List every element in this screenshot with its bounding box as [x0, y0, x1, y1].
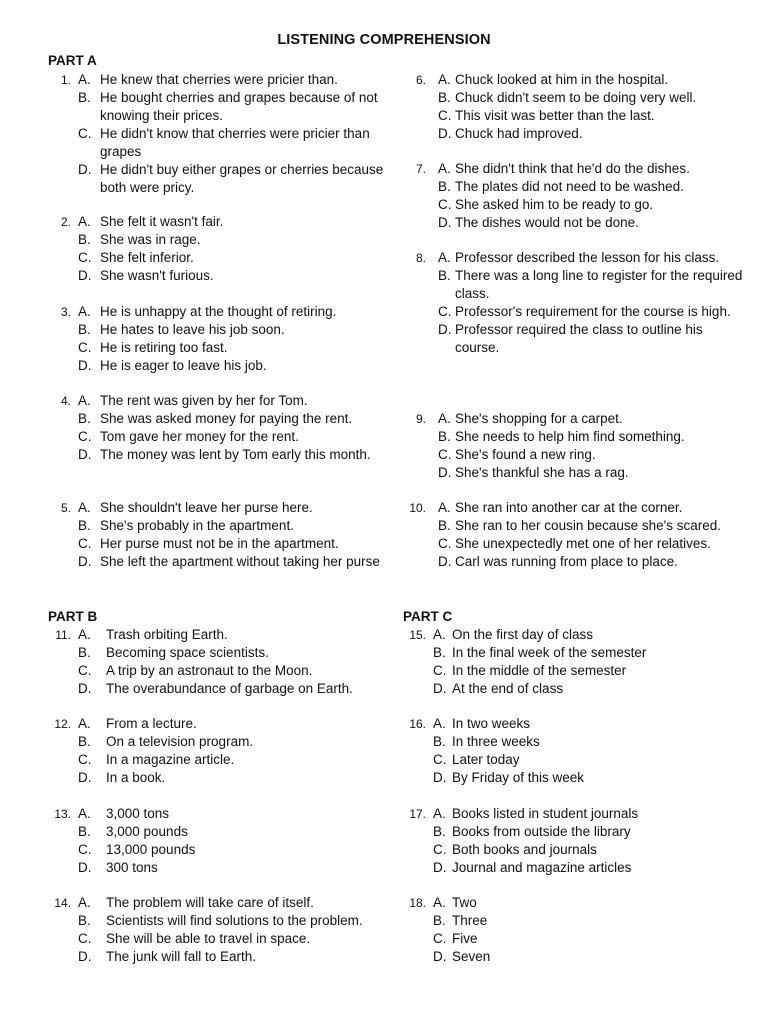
option-letter: D.: [78, 770, 92, 785]
option-letter: B.: [78, 645, 91, 660]
option-letter: C.: [438, 536, 452, 551]
option-text: Three: [452, 913, 488, 928]
option-letter: B.: [78, 322, 91, 337]
option-text: She asked him to be ready to go.: [455, 197, 654, 212]
answer-option: [433, 912, 743, 930]
answer-option: [78, 339, 388, 357]
option-text: Journal and magazine articles: [452, 860, 632, 875]
answer-option: [433, 948, 743, 966]
option-letter: B.: [433, 913, 446, 928]
option-text: Two: [452, 895, 477, 910]
option-letter: C.: [78, 752, 92, 767]
answer-option: [78, 392, 388, 410]
answer-option: [433, 733, 743, 751]
question-number: 3.: [60, 305, 71, 319]
answer-option: [433, 859, 743, 877]
option-letter: C.: [438, 304, 452, 319]
answer-option: [78, 859, 383, 877]
option-letter: B.: [78, 913, 91, 928]
question-number: 11.: [55, 628, 71, 642]
option-text: He didn't buy either grapes or cherries because both were pricy.: [100, 162, 384, 195]
question-number: 2.: [60, 215, 71, 229]
option-letter: C.: [78, 340, 92, 355]
option-text: She left the apartment without taking her purse: [100, 554, 380, 569]
option-text: At the end of class: [452, 681, 564, 696]
option-text: 3,000 pounds: [106, 824, 188, 839]
option-text: He hates to leave his job soon.: [100, 322, 285, 337]
part-a-heading: PART A: [48, 53, 97, 68]
option-letter: A.: [78, 304, 91, 319]
option-letter: D.: [78, 681, 92, 696]
option-text: Becoming space scientists.: [106, 645, 269, 660]
option-letter: C.: [78, 931, 92, 946]
answer-option: [433, 769, 743, 787]
option-letter: A.: [438, 411, 451, 426]
answer-option: [78, 823, 383, 841]
answer-options: [78, 303, 388, 375]
answer-option: [78, 662, 383, 680]
option-letter: B.: [433, 734, 446, 749]
option-letter: C.: [433, 663, 447, 678]
option-letter: A.: [78, 72, 91, 87]
answer-option: [438, 464, 743, 482]
option-text: Professor described the lesson for his class.: [455, 250, 720, 265]
answer-option: [438, 267, 743, 303]
answer-option: [78, 89, 388, 125]
answer-option: [438, 535, 743, 553]
question-number: 8.: [415, 251, 426, 265]
option-letter: A.: [433, 806, 446, 821]
option-text: Later today: [452, 752, 520, 767]
answer-option: [438, 321, 743, 357]
answer-option: [438, 196, 743, 214]
answer-options: [78, 894, 383, 966]
answer-option: [433, 823, 743, 841]
page-title: LISTENING COMPREHENSION: [277, 32, 491, 48]
option-text: In a magazine article.: [106, 752, 235, 767]
part-b-heading: PART B: [48, 609, 98, 624]
option-letter: B.: [438, 429, 451, 444]
answer-option: [78, 769, 383, 787]
option-text: The rent was given by her for Tom.: [100, 393, 308, 408]
answer-option: [78, 161, 388, 197]
answer-option: [433, 841, 743, 859]
option-letter: D.: [78, 860, 92, 875]
option-letter: C.: [438, 108, 452, 123]
answer-option: [438, 446, 743, 464]
option-letter: B.: [433, 824, 446, 839]
option-text: He is unhappy at the thought of retiring.: [100, 304, 337, 319]
answer-option: [438, 410, 743, 428]
option-letter: B.: [78, 232, 91, 247]
answer-option: [78, 446, 388, 464]
option-letter: C.: [78, 663, 92, 678]
option-text: She unexpectedly met one of her relatives.: [455, 536, 711, 551]
option-text: From a lecture.: [106, 716, 197, 731]
option-text: In a book.: [106, 770, 166, 785]
option-letter: C.: [78, 126, 92, 141]
answer-options: [78, 499, 388, 571]
option-text: The dishes would not be done.: [455, 215, 639, 230]
option-text: He didn't know that cherries were pricier than grapes: [100, 126, 370, 159]
question-number: 12.: [54, 717, 71, 731]
question-number: 7.: [415, 162, 426, 176]
option-letter: A.: [78, 627, 91, 642]
answer-option: [78, 751, 383, 769]
option-text: The money was lent by Tom early this month.: [100, 447, 371, 462]
option-letter: A.: [438, 72, 451, 87]
answer-options: [78, 213, 388, 285]
answer-option: [433, 751, 743, 769]
answer-option: [78, 231, 388, 249]
answer-option: [433, 680, 743, 698]
answer-option: [78, 499, 388, 517]
option-letter: D.: [78, 949, 92, 964]
question-number: 17.: [409, 807, 426, 821]
question-number: 6.: [415, 73, 426, 87]
answer-options: [433, 805, 743, 877]
option-text: Trash orbiting Earth.: [106, 627, 228, 642]
option-letter: B.: [438, 179, 451, 194]
option-text: She felt inferior.: [100, 250, 194, 265]
option-letter: B.: [78, 734, 91, 749]
answer-option: [78, 303, 388, 321]
answer-option: [78, 715, 383, 733]
question-number: 1.: [60, 73, 71, 87]
answer-option: [78, 912, 383, 930]
answer-option: [78, 553, 388, 571]
answer-option: [78, 733, 383, 751]
question-number: 13.: [54, 807, 71, 821]
answer-option: [438, 89, 743, 107]
option-letter: C.: [78, 429, 92, 444]
answer-options: [78, 71, 388, 197]
answer-options: [78, 715, 383, 787]
option-letter: D.: [438, 215, 452, 230]
option-text: This visit was better than the last.: [455, 108, 655, 123]
answer-option: [433, 805, 743, 823]
option-text: In the middle of the semester: [452, 663, 627, 678]
option-text: He knew that cherries were pricier than.: [100, 72, 338, 87]
answer-options: [438, 71, 743, 143]
option-text: A trip by an astronaut to the Moon.: [106, 663, 313, 678]
answer-option: [433, 894, 743, 912]
option-text: He is retiring too fast.: [100, 340, 228, 355]
question-number: 15.: [409, 628, 426, 642]
option-letter: D.: [78, 447, 92, 462]
option-text: She didn't think that he'd do the dishes.: [455, 161, 690, 176]
option-text: 300 tons: [106, 860, 158, 875]
question-number: 10.: [409, 501, 426, 515]
option-text: 3,000 tons: [106, 806, 170, 821]
answer-option: [438, 517, 743, 535]
option-letter: C.: [433, 931, 447, 946]
answer-option: [433, 930, 743, 948]
option-text: Professor's requirement for the course is high.: [455, 304, 731, 319]
answer-option: [438, 178, 743, 196]
answer-option: [78, 267, 388, 285]
answer-options: [78, 392, 388, 464]
option-letter: A.: [438, 500, 451, 515]
option-text: Seven: [452, 949, 491, 964]
option-text: Scientists will find solutions to the problem.: [106, 913, 363, 928]
option-text: The junk will fall to Earth.: [106, 949, 257, 964]
answer-option: [78, 125, 388, 161]
answer-option: [438, 160, 743, 178]
option-letter: C.: [78, 536, 92, 551]
answer-option: [78, 841, 383, 859]
option-text: The problem will take care of itself.: [106, 895, 314, 910]
answer-option: [78, 71, 388, 89]
option-text: He is eager to leave his job.: [100, 358, 267, 373]
option-text: On a television program.: [106, 734, 254, 749]
option-letter: D.: [438, 465, 452, 480]
answer-options: [433, 715, 743, 787]
option-text: Tom gave her money for the rent.: [100, 429, 299, 444]
answer-option: [433, 662, 743, 680]
option-letter: B.: [438, 268, 451, 283]
answer-option: [78, 321, 388, 339]
answer-option: [438, 553, 743, 571]
answer-option: [438, 303, 743, 321]
option-letter: A.: [78, 214, 91, 229]
option-text: She felt it wasn't fair.: [100, 214, 224, 229]
option-text: She's thankful she has a rag.: [455, 465, 629, 480]
option-text: She ran to her cousin because she's scared.: [455, 518, 721, 533]
question-number: 4.: [60, 394, 71, 408]
option-text: In two weeks: [452, 716, 531, 731]
option-text: She's probably in the apartment.: [100, 518, 294, 533]
answer-option: [78, 213, 388, 231]
option-text: 13,000 pounds: [106, 842, 196, 857]
option-letter: D.: [78, 358, 92, 373]
option-letter: D.: [78, 554, 92, 569]
option-letter: D.: [438, 126, 452, 141]
answer-option: [433, 626, 743, 644]
option-letter: A.: [433, 895, 446, 910]
option-letter: D.: [433, 860, 447, 875]
answer-option: [78, 680, 383, 698]
option-text: She was in rage.: [100, 232, 201, 247]
option-letter: D.: [433, 770, 447, 785]
option-letter: D.: [78, 268, 92, 283]
option-letter: B.: [438, 90, 451, 105]
option-text: By Friday of this week: [452, 770, 585, 785]
option-letter: B.: [78, 824, 91, 839]
option-text: She's found a new ring.: [455, 447, 596, 462]
option-text: There was a long line to register for the required class.: [455, 268, 743, 301]
option-letter: C.: [438, 447, 452, 462]
option-letter: A.: [433, 627, 446, 642]
question-number: 16.: [409, 717, 426, 731]
answer-option: [438, 71, 743, 89]
option-letter: D.: [438, 322, 452, 337]
answer-option: [78, 930, 383, 948]
answer-options: [433, 894, 743, 966]
option-text: He bought cherries and grapes because of not knowing their prices.: [100, 90, 378, 123]
answer-option: [438, 214, 743, 232]
answer-option: [438, 499, 743, 517]
option-text: The overabundance of garbage on Earth.: [106, 681, 353, 696]
answer-option: [78, 535, 388, 553]
answer-option: [433, 644, 743, 662]
answer-option: [433, 715, 743, 733]
answer-option: [78, 517, 388, 535]
answer-option: [78, 357, 388, 375]
option-letter: A.: [433, 716, 446, 731]
answer-option: [78, 805, 383, 823]
option-text: She shouldn't leave her purse here.: [100, 500, 313, 515]
option-letter: A.: [78, 393, 91, 408]
option-text: Both books and journals: [452, 842, 597, 857]
option-letter: D.: [438, 554, 452, 569]
option-text: She ran into another car at the corner.: [455, 500, 683, 515]
option-text: Books listed in student journals: [452, 806, 639, 821]
answer-option: [78, 948, 383, 966]
option-letter: A.: [78, 806, 91, 821]
option-text: Carl was running from place to place.: [455, 554, 678, 569]
answer-options: [438, 410, 743, 482]
question-number: 9.: [415, 412, 426, 426]
option-letter: A.: [78, 895, 91, 910]
option-letter: D.: [433, 681, 447, 696]
answer-options: [438, 160, 743, 232]
option-letter: D.: [78, 162, 92, 177]
option-text: Five: [452, 931, 478, 946]
option-text: Professor required the class to outline his course.: [455, 322, 703, 355]
option-letter: A.: [438, 250, 451, 265]
answer-options: [433, 626, 743, 698]
option-text: On the first day of class: [452, 627, 594, 642]
option-text: She needs to help him find something.: [455, 429, 685, 444]
answer-options: [78, 626, 383, 698]
answer-option: [78, 410, 388, 428]
answer-options: [438, 249, 743, 357]
option-text: Books from outside the library: [452, 824, 631, 839]
answer-option: [438, 249, 743, 267]
answer-options: [78, 805, 383, 877]
option-text: She wasn't furious.: [100, 268, 214, 283]
answer-options: [438, 499, 743, 571]
option-letter: C.: [78, 250, 92, 265]
option-letter: A.: [78, 716, 91, 731]
answer-option: [78, 644, 383, 662]
option-letter: B.: [433, 645, 446, 660]
answer-option: [78, 894, 383, 912]
question-number: 5.: [60, 501, 71, 515]
option-letter: C.: [433, 752, 447, 767]
option-letter: C.: [438, 197, 452, 212]
option-text: She's shopping for a carpet.: [455, 411, 623, 426]
answer-option: [438, 125, 743, 143]
option-text: Chuck looked at him in the hospital.: [455, 72, 669, 87]
option-text: In the final week of the semester: [452, 645, 647, 660]
answer-option: [78, 626, 383, 644]
option-letter: C.: [78, 842, 92, 857]
option-text: In three weeks: [452, 734, 540, 749]
option-letter: B.: [78, 411, 91, 426]
option-text: She will be able to travel in space.: [106, 931, 311, 946]
option-letter: A.: [78, 500, 91, 515]
question-number: 18.: [409, 896, 426, 910]
option-letter: B.: [438, 518, 451, 533]
option-text: The plates did not need to be washed.: [455, 179, 684, 194]
answer-option: [78, 249, 388, 267]
option-letter: A.: [438, 161, 451, 176]
option-letter: C.: [433, 842, 447, 857]
question-number: 14.: [54, 896, 71, 910]
option-text: Her purse must not be in the apartment.: [100, 536, 339, 551]
option-letter: B.: [78, 90, 91, 105]
answer-option: [438, 107, 743, 125]
part-c-heading: PART C: [403, 609, 453, 624]
answer-option: [438, 428, 743, 446]
option-text: She was asked money for paying the rent.: [100, 411, 353, 426]
option-letter: D.: [433, 949, 447, 964]
option-letter: B.: [78, 518, 91, 533]
option-text: Chuck had improved.: [455, 126, 583, 141]
option-text: Chuck didn't seem to be doing very well.: [455, 90, 697, 105]
answer-option: [78, 428, 388, 446]
